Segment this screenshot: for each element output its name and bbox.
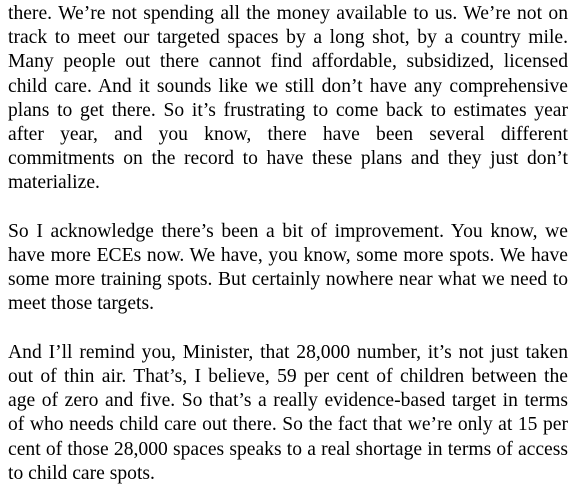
paragraph-2: So I acknowledge there’s been a bit of improvement. You know, we have more ECEs now. We have, you know, some more spots. We have some more training spots. But certainly nowhere near what we need to meet those targets.	[8, 220, 568, 315]
paragraph-1: there. We’re not spending all the money available to us. We’re not on track to meet our targeted spaces by a long shot, by a country mile. Many people out there cannot find affordable, subsidized, licensed child care. And it sounds like we still don’t have any comprehensive plans to get there. So it’s frustrating to come back to estimates year after year, and you know, there have been several different commitments on the record to have these plans and they just don’t materialize.	[8, 3, 568, 194]
document-body	[8, 2, 568, 486]
paragraph-3: And I’ll remind you, Minister, that 28,000 number, it’s not just taken out of thin air. That’s, I believe, 59 per cent of children between the age of zero and five. So that’s a really evidence-based target in terms of who needs child care out there. So the fact that we’re only at 15 per cent of those 28,000 spaces speaks to a real shortage in terms of access to child care spots.	[8, 341, 568, 484]
